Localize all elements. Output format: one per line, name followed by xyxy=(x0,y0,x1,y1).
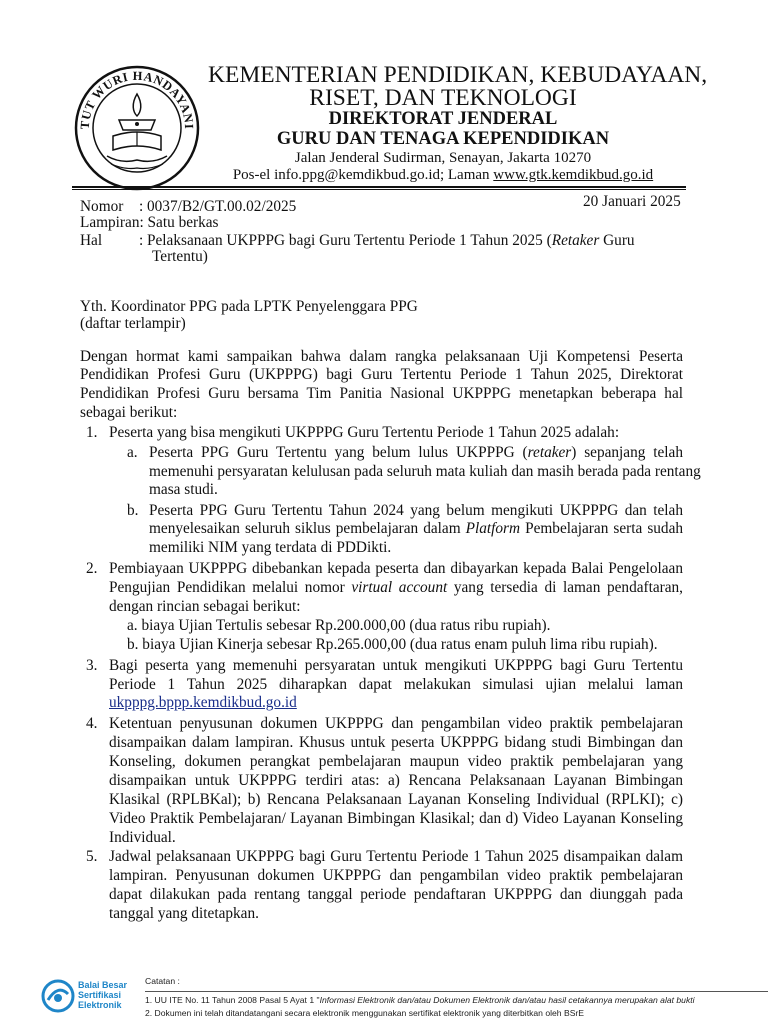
item-number: 3. xyxy=(86,657,98,674)
hal-label: Hal xyxy=(80,232,103,249)
footer-note-1: 1. UU ITE No. 11 Tahun 2008 Pasal 5 Ayat 1 "Informasi Elektronik dan/atau Dokumen Elektronik dan/atau hasil cetakannya merupakan alat bukti xyxy=(145,995,695,1005)
item3-line: Bagi peserta yang memenuhi persyaratan untuk mengikuti UKPPPG bagi Guru Tertentu xyxy=(109,657,683,674)
directorate-line2: GURU DAN TENAGA KEPENDIDIKAN xyxy=(276,129,610,149)
footer-divider xyxy=(145,991,768,992)
item3-line: Periode 1 Tahun 2025 diharapkan dapat melakukan simulasi ujian melalui laman xyxy=(109,676,683,693)
item2-line: dengan rincian sebagai berikut: xyxy=(109,598,301,615)
item-number: 2. xyxy=(86,560,98,577)
item4-line: disampaikan untuk UKPPPG terdiri atas: a) Rencana Pelaksanaan Layanan Bimbingan xyxy=(109,772,683,789)
item1-a-line: masa studi. xyxy=(149,481,218,498)
intro-line: Pendidikan Profesi Guru (UKPPPG) bagi Guru Tertentu Periode 1 Tahun 2025, Direktorat xyxy=(80,366,683,383)
footer-note-2: 2. Dokumen ini telah ditandatangani secara elektronik menggunakan sertifikat elektronik yang diterbitkan oleh BSrE xyxy=(145,1008,585,1018)
simulation-link[interactable]: ukpppg.bppp.kemdikbud.go.id xyxy=(109,694,297,711)
item2-line: Pengujian Pendidikan melalui nomor virtual account yang tersedia di laman pendaftaran, xyxy=(109,579,683,596)
item2-line: Pembiayaan UKPPPG dibebankan kepada peserta dan dibayarkan kepada Balai Pengelolaan xyxy=(109,560,683,577)
item1-a-line: Peserta PPG Guru Tertentu yang belum lulus UKPPPG (retaker) sepanjang telah xyxy=(149,444,683,461)
nomor-value: 0037/B2/GT.00.02/2025 xyxy=(147,198,297,215)
item-number: 1. xyxy=(86,424,98,441)
intro-line: sebagai berikut: xyxy=(80,404,178,421)
item1-b-line: Peserta PPG Guru Tertentu Tahun 2024 yang belum mengikuti UKPPPG dan telah xyxy=(149,502,683,519)
footer-note-heading: Catatan : xyxy=(145,976,180,986)
hal-value: Pelaksanaan UKPPPG bagi Guru Tertentu Periode 1 Tahun 2025 (Retaker Guru xyxy=(147,232,635,249)
item4-line: Video Praktik Pembelajaran/ Layanan Bimbingan Klasikal; dan d) Video Layanan Konseling xyxy=(109,810,683,827)
item5-line: Jadwal pelaksanaan UKPPPG bagi Guru Tertentu Periode 1 Tahun 2025 disampaikan dalam xyxy=(109,848,683,865)
item-number: 5. xyxy=(86,848,98,865)
addressee-line2: (daftar terlampir) xyxy=(80,315,186,332)
item1-a-label: a. xyxy=(127,444,138,461)
contact-line: Pos-el info.ppg@kemdikbud.go.id; Laman www.gtk.kemdikbud.go.id xyxy=(232,167,654,183)
letterhead-divider-thin xyxy=(72,189,686,190)
intro-line: Pendidikan Profesi Guru bersama Tim Panitia Nasional UKPPPG menetapkan beberapa hal xyxy=(80,385,683,402)
item4-line: Individual. xyxy=(109,829,176,846)
address: Jalan Jenderal Sudirman, Senayan, Jakarta 10270 xyxy=(294,150,592,166)
lampiran-value: Satu berkas xyxy=(147,214,219,231)
item4-line: Klasikal (RPLBKal); b) Rencana Pelaksanaan Layanan Konseling Individual (RPLKI); c) xyxy=(109,791,683,808)
addressee-line1: Yth. Koordinator PPG pada LPTK Penyelenggara PPG xyxy=(80,298,418,315)
letter-date: 20 Januari 2025 xyxy=(583,193,681,210)
item4-line: Ketentuan penyusunan dokumen UKPPPG dan pengambilan video praktik pembelajaran xyxy=(109,715,683,732)
nomor-colon: : xyxy=(139,198,144,215)
item5-line: lampiran. Penyusunan dokumen UKPPPG dan pengambilan video praktik pembelajaran xyxy=(109,867,683,884)
svg-text:TUT WURI HANDAYANI: TUT WURI HANDAYANI xyxy=(77,68,197,130)
item4-line: disampaikan dalam lampiran. Khusus untuk peserta UKPPPG bidang studi Bimbingan dan xyxy=(109,734,683,751)
nomor-label: Nomor xyxy=(80,198,124,215)
ministry-name-line1: KEMENTERIAN PENDIDIKAN, KEBUDAYAAN, xyxy=(208,62,708,88)
item4-line: Konseling, dokumen perangkat pembelajaran maupun video praktik pembelajaran yang xyxy=(109,753,683,770)
lampiran-label: Lampiran: Satu berkas xyxy=(80,214,219,231)
item2-a: a. biaya Ujian Tertulis sebesar Rp.200.000,00 (dua ratus ribu rupiah). xyxy=(127,617,551,634)
item1-text: Peserta yang bisa mengikuti UKPPPG Guru Tertentu Periode 1 Tahun 2025 adalah: xyxy=(109,424,620,441)
item-number: 4. xyxy=(86,715,98,732)
item5-line: tanggal yang ditetapkan. xyxy=(109,905,259,922)
hal-value-line2: Tertentu) xyxy=(152,248,208,265)
ministry-name-line2: RISET, DAN TEKNOLOGI xyxy=(309,85,577,111)
bsre-logo-icon xyxy=(40,978,76,1014)
item5-line: dapat dilakukan pada rentang tanggal periode pendaftaran UKPPPG dan diunggah pada xyxy=(109,886,683,903)
item1-a-line: memenuhi persyaratan kelulusan pada seluruh mata kuliah dan masih berada pada rentang xyxy=(149,463,701,480)
item1-b-label: b. xyxy=(127,502,139,519)
item1-b-line: memiliki NIM yang terdata di PDDikti. xyxy=(149,539,392,556)
tut-wuri-handayani-logo xyxy=(73,64,201,192)
letterhead-divider-thick xyxy=(72,186,686,188)
directorate-line1: DIREKTORAT JENDERAL xyxy=(328,109,558,129)
intro-line: Dengan hormat kami sampaikan bahwa dalam rangka pelaksanaan Uji Kompetensi Peserta xyxy=(80,348,683,365)
bsre-name: Balai Besar Sertifikasi Elektronik xyxy=(78,980,128,1010)
website-link[interactable]: www.gtk.kemdikbud.go.id xyxy=(493,167,654,183)
hal-colon: : xyxy=(139,232,144,249)
item1-b-line: menyelesaikan seluruh siklus pembelajaran dalam Platform Pembelajaran serta sudah xyxy=(149,520,684,537)
item2-b: b. biaya Ujian Kinerja sebesar Rp.265.000,00 (dua ratus enam puluh lima ribu rupiah). xyxy=(127,636,658,653)
